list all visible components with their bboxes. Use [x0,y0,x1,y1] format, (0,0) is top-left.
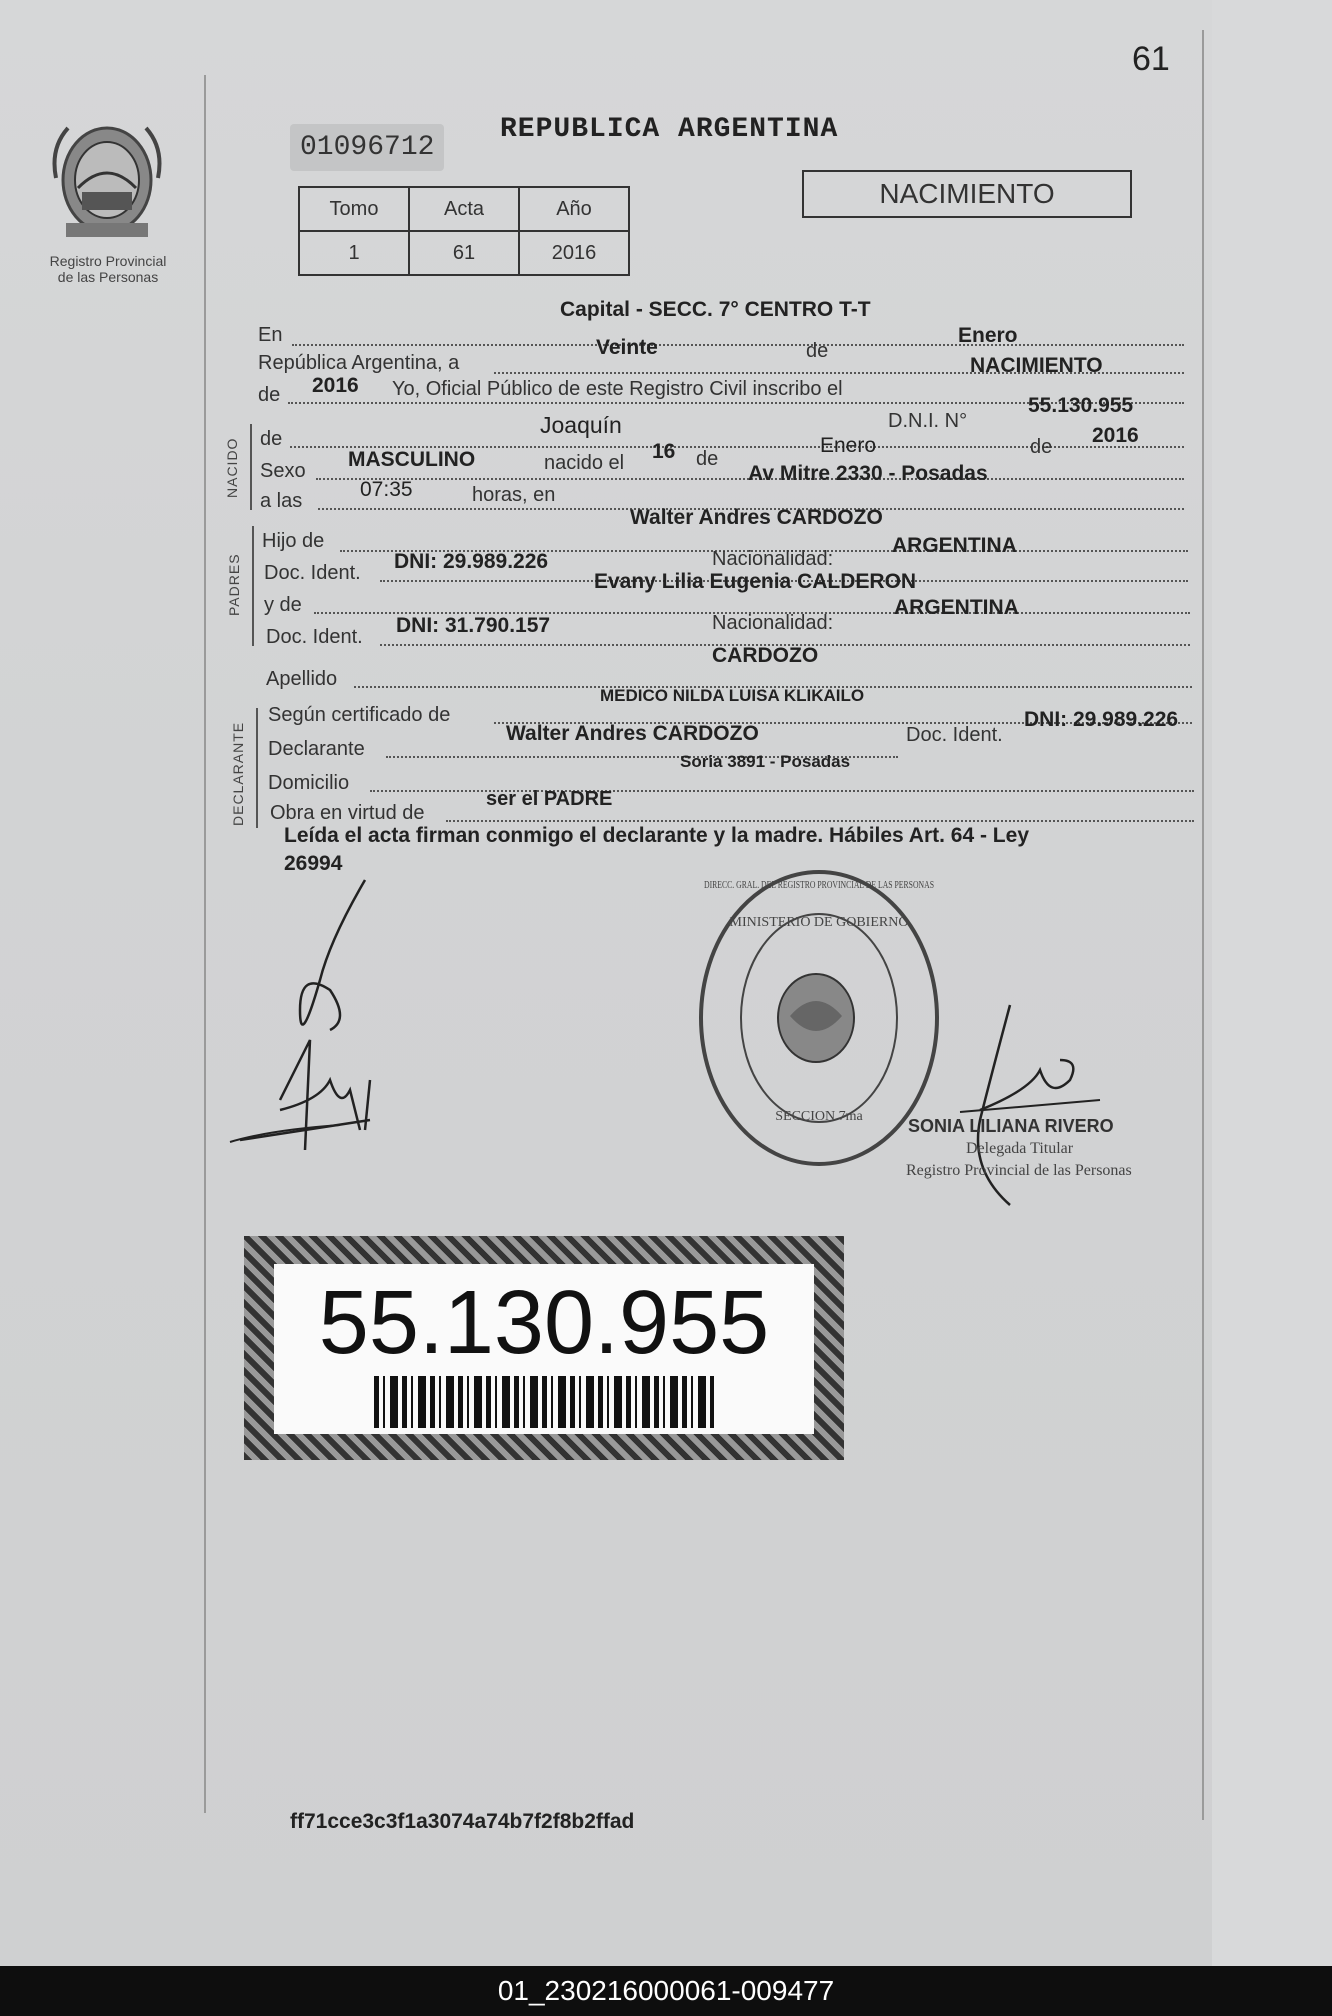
barcode-number: 55.130.955 [318,1273,770,1373]
declarante-nombre: Walter Andres CARDOZO [506,722,759,745]
domicilio-label: Domicilio [268,772,350,794]
declarant-signature-icon [220,880,420,1180]
certificado-value: MEDICO NILDA LUISA KLIKAILO [600,686,865,705]
declarante-doc-label: Doc. Ident. [906,724,1003,746]
padre-nacionalidad-label: Nacionalidad: [712,548,834,570]
mes-value: Enero [958,324,1018,347]
y-de-label: y de [264,594,302,616]
page-number: 61 [1132,40,1170,78]
section-bracket [256,708,258,828]
inscribo-value: NACIMIENTO [970,354,1103,377]
nacido-dni: 55.130.955 [1028,394,1134,417]
serial-number: 01096712 [290,124,444,171]
nacido-dia: 16 [652,440,676,463]
padre-nacionalidad: ARGENTINA [892,534,1017,557]
nacido-hora: 07:35 [360,478,413,501]
section-bracket [250,424,252,510]
document-type-box: NACIMIENTO [802,170,1132,218]
nacido-lugar: Av Mitre 2330 - Posadas [748,462,988,485]
document-hash: ff71cce3c3f1a3074a74b7f2f8b2ffad [290,1810,635,1833]
en-label: En [258,324,283,346]
nacido-de-label3: de [1030,436,1053,458]
stamp-seccion: SECCION 7ma [775,1109,863,1124]
nacido-nombre: Joaquín [540,412,622,438]
nacido-mes: Enero [820,434,877,457]
dni-label: D.N.I. N° [888,410,968,432]
de-label: de [806,340,829,362]
apellido-label: Apellido [266,668,338,690]
registry-logo [48,118,166,285]
barcode-bars-icon [374,1376,714,1428]
declarante-doc: DNI: 29.989.226 [1024,708,1179,731]
footer-id-bar: 01_230216000061-009477 [0,1966,1332,2016]
en-value: Capital - SECC. 7° CENTRO T-T [560,298,871,321]
left-margin-line [204,75,206,1813]
republica-label: República Argentina, a [258,352,460,374]
closing-line2: 26994 [284,852,343,875]
declarante-label: Declarante [268,738,365,760]
declarante-section-label: DECLARANTE [230,721,246,826]
header-acta: Acta [409,187,519,231]
logo-caption-line1: Registro Provincial [49,253,167,269]
oficial-text: Yo, Oficial Público de este Registro Civil inscribo el [392,378,843,400]
sexo-label: Sexo [260,460,306,482]
country-title: REPUBLICA ARGENTINA [500,114,839,145]
nacido-de-label: de [260,428,283,450]
hijo-de-label: Hijo de [262,530,325,552]
alas-label: a las [260,490,303,512]
registry-table [298,186,630,276]
obra-label: Obra en virtud de [270,802,425,824]
signatory-name: SONIA LILIANA RIVERO [908,1116,1114,1136]
apellido-value: CARDOZO [712,644,819,667]
logo-caption-line2: de las Personas [57,269,159,285]
madre-nombre: Evany Lilia Eugenia CALDERON [594,570,917,593]
domicilio-value: Soria 3891 - Posadas [680,752,851,771]
official-stamp-icon [694,866,944,1170]
padres-section-label: PADRES [226,553,242,616]
barcode-inner [274,1264,814,1434]
signatory-office: Registro Provincial de las Personas [906,1162,1132,1179]
section-bracket [252,526,254,646]
header-tomo: Tomo [299,187,409,231]
value-tomo: 1 [299,231,409,275]
madre-doc: DNI: 31.790.157 [396,614,551,637]
anio-value: 2016 [312,374,359,397]
nacido-anio: 2016 [1092,424,1139,447]
misiones-seal-icon [48,118,166,248]
madre-nacionalidad: ARGENTINA [894,596,1019,619]
nacido-el-label: nacido el [544,452,625,474]
right-margin-line [1202,30,1204,1820]
sexo-value: MASCULINO [348,448,476,471]
horas-en-label: horas, en [472,484,556,506]
barcode-label [244,1236,844,1460]
nacido-de-label2: de [696,448,719,470]
nacido-section-label: NACIDO [224,437,240,498]
closing-line1: Leída el acta firman conmigo el declarante y la madre. Hábiles Art. 64 - Ley [284,824,1029,847]
padre-nombre: Walter Andres CARDOZO [630,506,883,529]
signatory-title: Delegada Titular [966,1140,1074,1157]
scan-background-edge [1212,0,1332,1966]
header-anio: Año [519,187,629,231]
stamp-outer-text: DIRECC. GRAL. DEL REGISTRO PROVINCIAL DE LAS PERSONAS [704,879,934,891]
padre-doc: DNI: 29.989.226 [394,550,549,573]
value-acta: 61 [409,231,519,275]
madre-nacionalidad-label: Nacionalidad: [712,612,834,634]
value-anio: 2016 [519,231,629,275]
dia-value: Veinte [596,336,658,359]
madre-doc-label: Doc. Ident. [266,626,363,648]
stamp-inner-text: MINISTERIO DE GOBIERNO [729,915,909,930]
padre-doc-label: Doc. Ident. [264,562,361,584]
obra-value: ser el PADRE [486,788,613,810]
certificado-label: Según certificado de [268,704,451,726]
de2-label: de [258,384,281,406]
dotted-line [292,344,1184,346]
